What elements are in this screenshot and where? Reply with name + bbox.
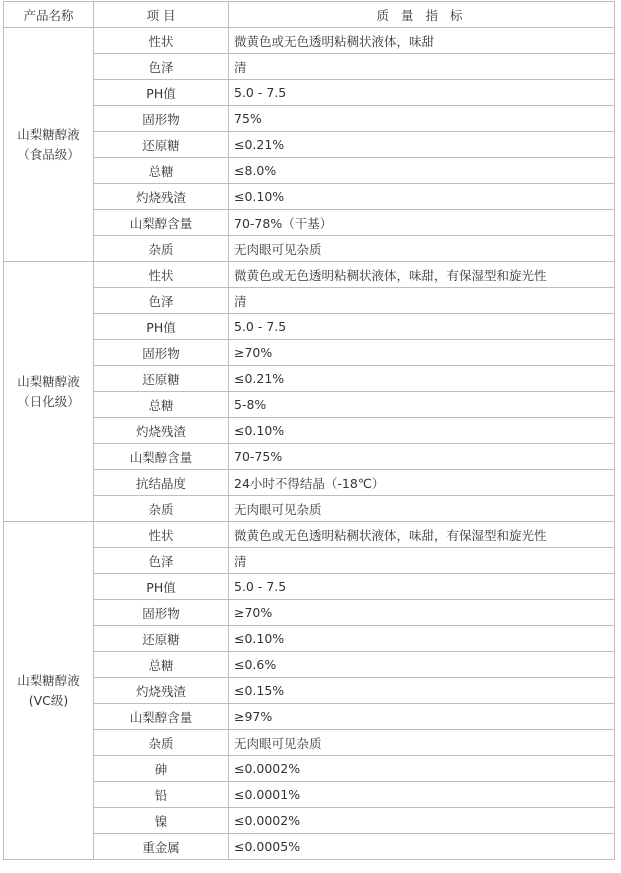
table-row (4, 808, 615, 834)
table-body (4, 28, 615, 860)
item-cell: 性状 (94, 262, 229, 288)
item-cell: 固形物 (94, 340, 229, 366)
value-cell: 5.0 - 7.5 (229, 574, 615, 600)
item-cell: 山梨醇含量 (94, 704, 229, 730)
value-cell: 清 (229, 54, 615, 80)
item-cell: 色泽 (94, 288, 229, 314)
item-cell: 杂质 (94, 496, 229, 522)
table-row (4, 314, 615, 340)
product-name-cell (4, 28, 94, 262)
value-cell: 5.0 - 7.5 (229, 314, 615, 340)
table-row (4, 366, 615, 392)
product-grade: （日化级） (17, 393, 80, 409)
product-name-cell (4, 522, 94, 860)
item-cell: PH值 (94, 314, 229, 340)
value-cell: 70-78%（干基） (229, 210, 615, 236)
value-cell: 无肉眼可见杂质 (229, 236, 615, 262)
item-cell: 总糖 (94, 392, 229, 418)
item-cell: 山梨醇含量 (94, 444, 229, 470)
table-row (4, 782, 615, 808)
value-cell: 无肉眼可见杂质 (229, 496, 615, 522)
value-cell: 清 (229, 288, 615, 314)
value-cell: 5-8% (229, 392, 615, 418)
item-cell: 镍 (94, 808, 229, 834)
table-row (4, 834, 615, 860)
value-cell: 75% (229, 106, 615, 132)
value-cell: ≥97% (229, 704, 615, 730)
item-cell: 还原糖 (94, 626, 229, 652)
value-cell: ≤0.0005% (229, 834, 615, 860)
table-row (4, 158, 615, 184)
value-cell: ≤0.0002% (229, 808, 615, 834)
table-row (4, 236, 615, 262)
value-cell: ≥70% (229, 340, 615, 366)
value-cell: ≤8.0% (229, 158, 615, 184)
table-row (4, 522, 615, 548)
item-cell: 总糖 (94, 158, 229, 184)
table-row (4, 652, 615, 678)
table-row (4, 80, 615, 106)
product-name-line1: 山梨糖醇液 (17, 672, 80, 688)
product-grade: （食品级） (17, 146, 80, 162)
table-row (4, 184, 615, 210)
item-cell: 山梨醇含量 (94, 210, 229, 236)
value-cell: ≥70% (229, 600, 615, 626)
table-row (4, 704, 615, 730)
table-row (4, 600, 615, 626)
product-name-cell (4, 262, 94, 522)
item-cell: 性状 (94, 28, 229, 54)
table-row (4, 106, 615, 132)
table-row (4, 28, 615, 54)
product-grade: (VC级) (28, 692, 69, 708)
table-row (4, 210, 615, 236)
value-cell: ≤0.21% (229, 366, 615, 392)
item-cell: PH值 (94, 574, 229, 600)
value-cell: ≤0.6% (229, 652, 615, 678)
value-cell: ≤0.10% (229, 418, 615, 444)
item-cell: 抗结晶度 (94, 470, 229, 496)
value-cell: 24小时不得结晶（-18℃） (229, 470, 615, 496)
item-cell: PH值 (94, 80, 229, 106)
table-row (4, 340, 615, 366)
header-quality-index: 质 量 指 标 (229, 2, 615, 28)
table-row (4, 626, 615, 652)
value-cell: 无肉眼可见杂质 (229, 730, 615, 756)
value-cell: 微黄色或无色透明粘稠状液体，味甜，有保湿型和旋光性 (229, 262, 615, 288)
value-cell: ≤0.15% (229, 678, 615, 704)
value-cell: 5.0 - 7.5 (229, 80, 615, 106)
product-name-line1: 山梨糖醇液 (17, 373, 80, 389)
table-row (4, 730, 615, 756)
value-cell: ≤0.10% (229, 184, 615, 210)
value-cell: 微黄色或无色透明粘稠状液体，味甜，有保湿型和旋光性 (229, 522, 615, 548)
item-cell: 还原糖 (94, 132, 229, 158)
header-row (4, 2, 615, 28)
table-row (4, 288, 615, 314)
item-cell: 砷 (94, 756, 229, 782)
header-product-name: 产品名称 (4, 2, 94, 28)
item-cell: 性状 (94, 522, 229, 548)
table-row (4, 496, 615, 522)
item-cell: 灼烧残渣 (94, 184, 229, 210)
item-cell: 灼烧残渣 (94, 418, 229, 444)
item-cell: 杂质 (94, 730, 229, 756)
item-cell: 色泽 (94, 548, 229, 574)
header-item: 项 目 (94, 2, 229, 28)
table-row (4, 756, 615, 782)
table-row (4, 574, 615, 600)
table-row (4, 418, 615, 444)
item-cell: 固形物 (94, 106, 229, 132)
table-row (4, 444, 615, 470)
item-cell: 固形物 (94, 600, 229, 626)
table-row (4, 678, 615, 704)
item-cell: 杂质 (94, 236, 229, 262)
value-cell: ≤0.0001% (229, 782, 615, 808)
table-row (4, 470, 615, 496)
item-cell: 灼烧残渣 (94, 678, 229, 704)
item-cell: 还原糖 (94, 366, 229, 392)
value-cell: ≤0.10% (229, 626, 615, 652)
table-row (4, 262, 615, 288)
value-cell: 清 (229, 548, 615, 574)
table-row (4, 54, 615, 80)
product-name-line1: 山梨糖醇液 (17, 126, 80, 142)
value-cell: 微黄色或无色透明粘稠状液体，味甜 (229, 28, 615, 54)
value-cell: 70-75% (229, 444, 615, 470)
item-cell: 色泽 (94, 54, 229, 80)
item-cell: 总糖 (94, 652, 229, 678)
table-row (4, 132, 615, 158)
table-row (4, 392, 615, 418)
item-cell: 重金属 (94, 834, 229, 860)
table-row (4, 548, 615, 574)
value-cell: ≤0.0002% (229, 756, 615, 782)
item-cell: 铅 (94, 782, 229, 808)
quality-spec-table (3, 1, 615, 860)
value-cell: ≤0.21% (229, 132, 615, 158)
